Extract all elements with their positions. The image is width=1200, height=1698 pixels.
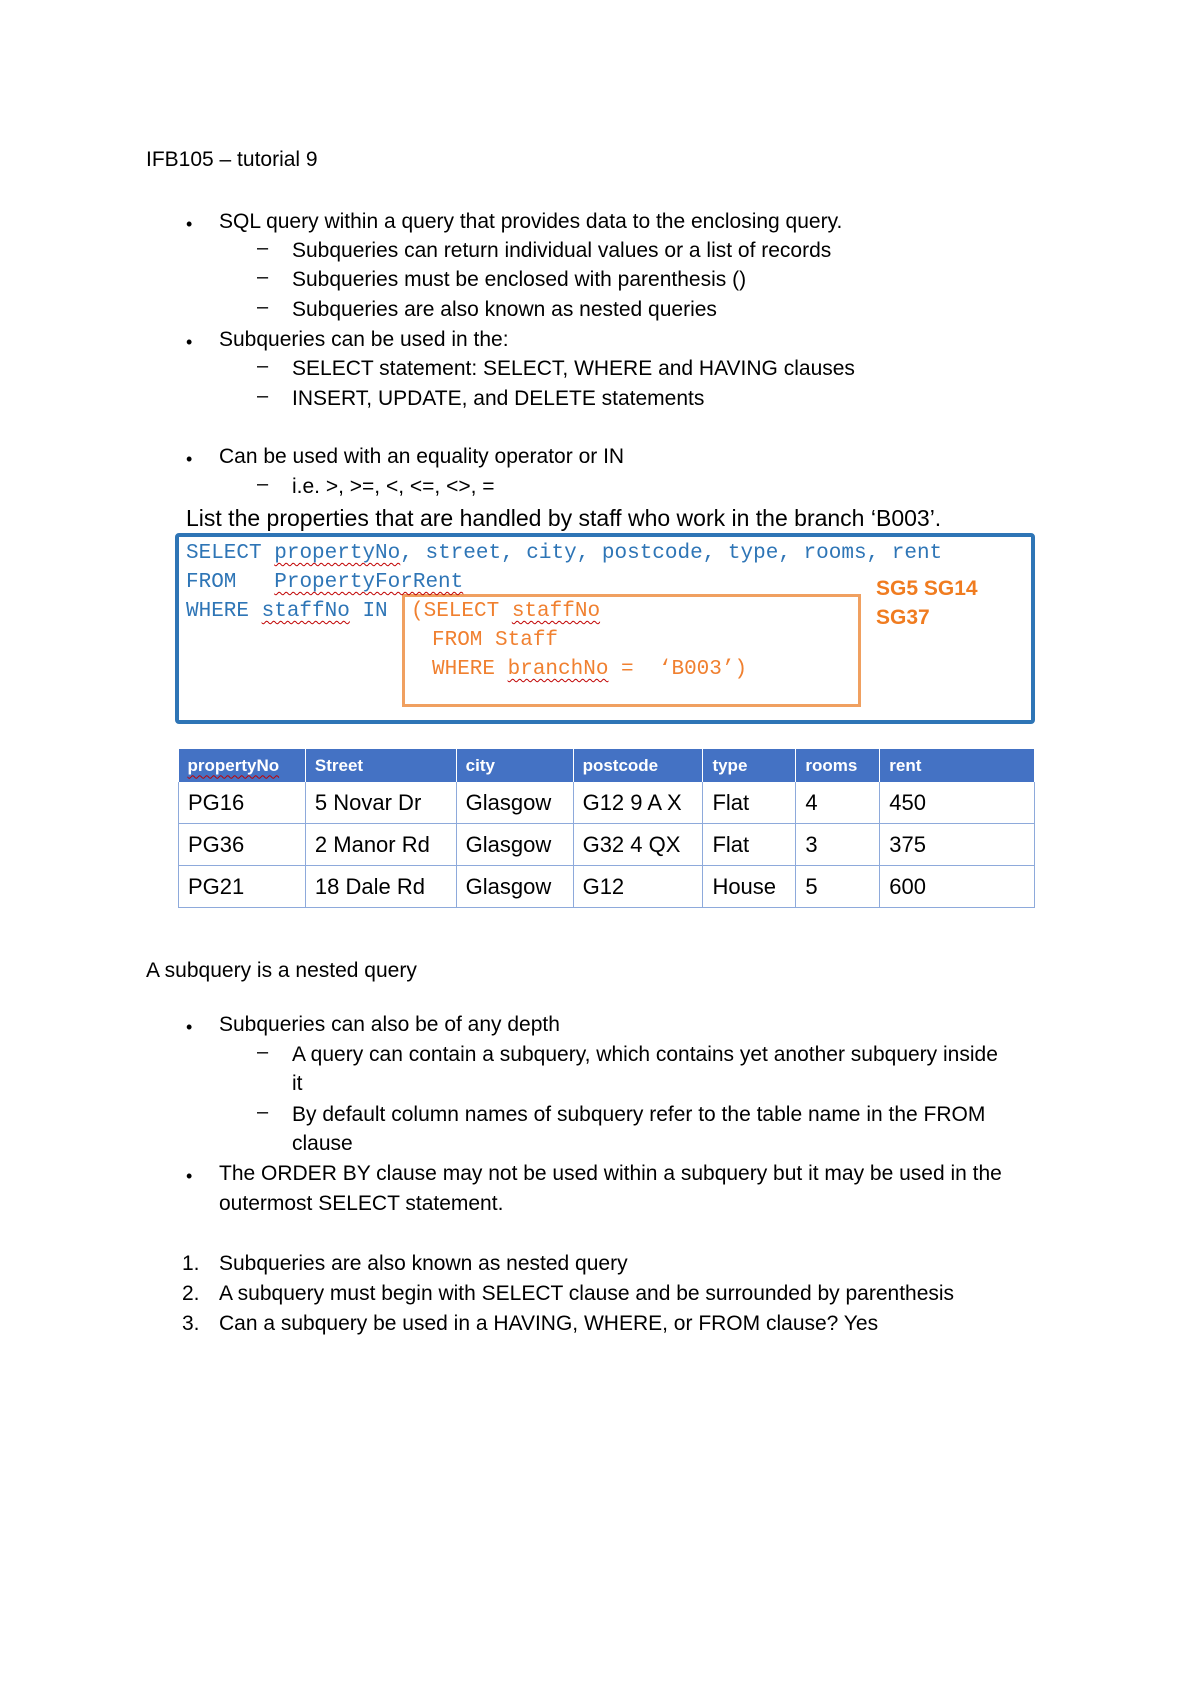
item-number: 1.	[182, 1252, 200, 1275]
sql-keyword: FROM	[186, 571, 237, 594]
item-number: 3.	[182, 1312, 200, 1335]
table-cell: PG21	[179, 866, 306, 908]
table-cell: Glasgow	[456, 824, 573, 866]
sql-columns: , street, city, postcode, type, rooms, rent	[400, 542, 943, 565]
item-text: Subqueries are also known as nested query	[219, 1252, 628, 1275]
sql-line-select	[186, 542, 942, 565]
column-header: rooms	[796, 749, 880, 782]
bullet-icon: •	[186, 1017, 193, 1037]
section-heading: A subquery is a nested query	[146, 959, 417, 982]
table-cell: PG16	[179, 782, 306, 824]
column-header: type	[703, 749, 796, 782]
table-cell: 4	[796, 782, 880, 824]
result-table	[178, 749, 1035, 908]
table-cell: 5 Novar Dr	[305, 782, 456, 824]
table-cell: 2 Manor Rd	[305, 824, 456, 866]
table-cell: Flat	[703, 824, 796, 866]
table-cell: Glasgow	[456, 782, 573, 824]
table-cell: 3	[796, 824, 880, 866]
bullet-text: Subqueries can be used in the:	[219, 328, 509, 351]
item-text: Can a subquery be used in a HAVING, WHERE, or FROM clause? Yes	[219, 1312, 879, 1335]
table-cell: PG36	[179, 824, 306, 866]
bullet-icon: •	[186, 214, 193, 234]
sql-table: PropertyForRent	[274, 571, 464, 594]
sql-keyword: WHERE	[432, 658, 496, 681]
column-header: rent	[880, 749, 1035, 782]
bullet-text: The ORDER BY clause may not be used within a subquery but it may be used in the	[219, 1162, 1002, 1185]
sql-condition: = ‘B003’)	[608, 658, 748, 681]
sub-bullet-text: A query can contain a subquery, which contains yet another subquery inside	[292, 1043, 998, 1066]
bullet-icon: •	[186, 332, 193, 352]
table-cell: Glasgow	[456, 866, 573, 908]
subquery-line-from: FROM Staff	[432, 629, 559, 652]
table-row	[179, 866, 1035, 908]
sub-bullet-text: Subqueries can return individual values or a list of records	[292, 239, 832, 262]
table-cell: 450	[880, 782, 1035, 824]
staff-ids-annotation: SG37	[876, 606, 930, 629]
dash-icon: –	[257, 296, 269, 318]
bullet-text: Subqueries can also be of any depth	[219, 1013, 560, 1036]
sub-bullet-text-cont: clause	[292, 1132, 353, 1155]
column-header-label: propertyNo	[187, 755, 280, 775]
column-header: Street	[305, 749, 456, 782]
bullet-text: SQL query within a query that provides data to the enclosing query.	[219, 210, 843, 233]
sql-keyword: IN	[362, 600, 388, 623]
table-cell: Flat	[703, 782, 796, 824]
table-cell: 375	[880, 824, 1035, 866]
column-header: postcode	[573, 749, 703, 782]
column-header	[179, 749, 306, 782]
table-cell: House	[703, 866, 796, 908]
table-row	[179, 824, 1035, 866]
table-cell: G12	[573, 866, 703, 908]
sql-column: staffNo	[511, 600, 601, 623]
table-cell: G12 9 A X	[573, 782, 703, 824]
subquery-line-select	[411, 600, 600, 623]
bullet-icon: •	[186, 1166, 193, 1186]
dash-icon: –	[257, 1101, 269, 1123]
bullet-text-cont: outermost SELECT statement.	[219, 1192, 504, 1215]
sub-bullet-text: By default column names of subquery refer to the table name in the FROM	[292, 1103, 986, 1126]
numbered-item	[182, 1280, 955, 1308]
sql-keyword: SELECT	[186, 542, 262, 565]
numbered-item	[182, 1250, 628, 1278]
sql-keyword: WHERE	[186, 600, 250, 623]
item-text: A subquery must begin with SELECT clause and be surrounded by parenthesis	[219, 1282, 955, 1305]
sub-bullet-text: Subqueries must be enclosed with parenthesis ()	[292, 268, 747, 291]
table-cell: 600	[880, 866, 1035, 908]
sub-bullet-text: Subqueries are also known as nested queries	[292, 298, 717, 321]
column-header: city	[456, 749, 573, 782]
sub-bullet-text: i.e. >, >=, <, <=, <>, =	[292, 475, 495, 498]
sql-keyword: (SELECT	[411, 600, 500, 623]
sql-column: staffNo	[261, 600, 350, 623]
table-row	[179, 782, 1035, 824]
item-number: 2.	[182, 1282, 200, 1305]
sql-line-where	[186, 600, 388, 623]
table-cell: 18 Dale Rd	[305, 866, 456, 908]
example-prompt: List the properties that are handled by staff who work in the branch ‘B003’.	[186, 505, 942, 531]
dash-icon: –	[257, 266, 269, 288]
subquery-line-where	[432, 658, 747, 681]
dash-icon: –	[257, 385, 269, 407]
dash-icon: –	[257, 355, 269, 377]
bullet-text: Can be used with an equality operator or IN	[219, 445, 625, 468]
sql-column: branchNo	[507, 658, 609, 681]
sql-line-from	[186, 571, 463, 594]
sql-column: propertyNo	[274, 542, 401, 565]
numbered-item	[182, 1310, 879, 1338]
dash-icon: –	[257, 237, 269, 259]
staff-ids-annotation: SG5 SG14	[876, 577, 978, 600]
table-cell: 5	[796, 866, 880, 908]
sub-bullet-text-cont: it	[292, 1072, 303, 1095]
doc-title: IFB105 – tutorial 9	[146, 148, 318, 171]
dash-icon: –	[257, 1041, 269, 1063]
bullet-icon: •	[186, 449, 193, 469]
table-cell: G32 4 QX	[573, 824, 703, 866]
dash-icon: –	[257, 473, 269, 495]
table-header-row	[179, 749, 1035, 782]
sub-bullet-text: INSERT, UPDATE, and DELETE statements	[292, 387, 705, 410]
sub-bullet-text: SELECT statement: SELECT, WHERE and HAVING clauses	[292, 357, 855, 380]
